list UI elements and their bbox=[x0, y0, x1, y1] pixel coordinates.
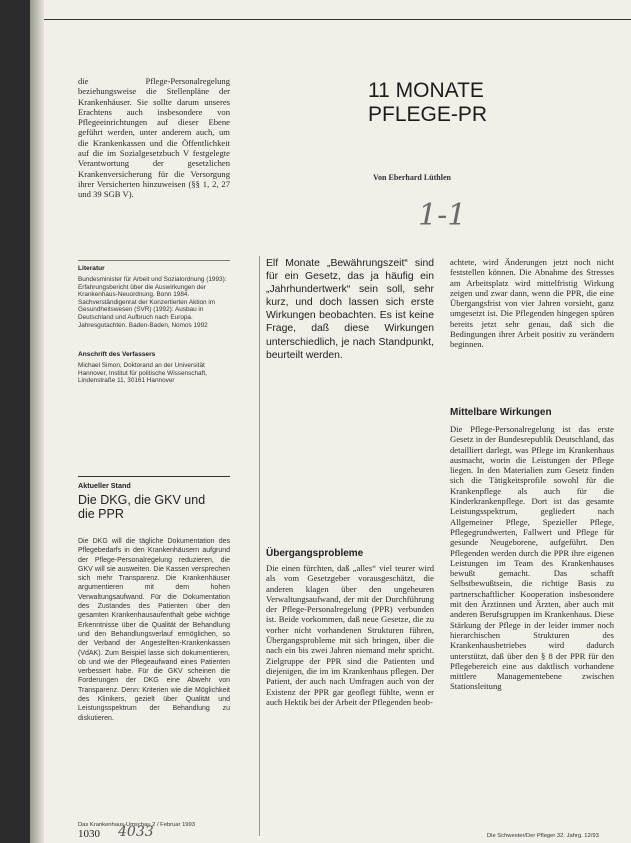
sidebar-kicker: Aktueller Stand bbox=[78, 481, 131, 490]
literatur-text: Bundesminister für Arbeit und Sozialordnung (1993): Erfahrungsbericht über die Auswirkungen der Krankenhaus-Neuordnung. Bonn 1984. Sachverständigenrat der Konzertierten Aktion im Gesundheitswesen (SVR) (1992): Ausbau in Deutschland und Aufbruch nach Europa. Jahresgutachten. Baden-Baden, Nomos 1992 bbox=[78, 276, 227, 329]
sidebar-headline: Die DKG, die GKV und die PPR bbox=[78, 493, 206, 521]
sidebar-top-rule bbox=[78, 476, 230, 477]
uebergang-body: Die einen fürchten, daß „alles“ viel teurer wird als vom Gesetzgeber vorausgeschätzt, die anderen klagen über den ungeheuren Verwaltungsaufwand, der mit der Durchführung der Pflege-Personalregelung (PPR) verbunden ist. Beide vorkommen, daß neue Gesetze, die zu vorher nicht vorhandenen Strukturen führen, Übergangsprobleme mit sich bringen, über die nach ein bis zwei Jahren niemand mehr spricht. Zielgruppe der PPR sind die Patienten und diejenigen, die im im Krankenhaus pflegen. Der Patient, der auch nach Umfragen auch von der Existenz der PPR gar geoflegt fühlte, wenn er auch Hektik bei der Arbeit der Pflegenden beob- bbox=[266, 563, 434, 707]
left-divider-rule bbox=[78, 260, 230, 261]
right-body-text: Die Pflege-Personalregelung ist das erste Gesetz in der Bundesrepublik Deutschland, das detailliert darlegt, was Pflege im Krankenhaus ausmacht, worin die Leistungen der Pflege liegen. In den Materialien zum Gesetz finden sich die Tätigkeitsprofile sowohl für die Krankenpflege als auch für die Kinderkrankenpflege. Dort ist das gesamte Leistungsspektrum, gegliedert nach Allgemeiner Pflege, Spezieller Pflege, Pflegegrundwerten, Fallwert und Pflege für gesunde Neugeborene, aufgeführt. Den Pflegenden werden durch die PPR ihre eigenen Leistungen im Team des Krankenhauses bewußt gemacht. Das schafft Selbstbewußtsein, die richtige Basis zu partnerschaftlicher Kooperation insbesondere mit den Ärztinnen und Ärzten, aber auch mit anderen Berufsgruppen im Krankenhaus. Diese Stärkung der Pflege in der leider immer noch hierarchischen Strukturen des Krankenhausbetriebes wird dadurch unterstützt, daß über den § 8 der PPR für den Pflegebereich eine aus daktlisch vorhandene mittlere Managementebene zwischen Stationsleitung bbox=[450, 424, 614, 692]
anschrift-heading: Anschrift des Verfassers bbox=[78, 351, 156, 358]
anschrift-text: Michael Simon, Doktorand an der Universität Hannover, Institut für politische Wissenschaft, Lindenstraße 11, 30161 Hannover bbox=[78, 362, 207, 385]
article-author: Von Eberhard Lüthlen bbox=[373, 173, 451, 182]
handwritten-annotation: 1-1 bbox=[418, 198, 467, 233]
uebergang-heading: Übergangsprobleme bbox=[266, 548, 364, 559]
column-divider bbox=[259, 256, 260, 836]
right-intro-text: achtete, wird Änderungen jetzt noch nicht feststellen können. Die Abnahme des Stresses am Arbeitsplatz wird mittelfristig Wirkung zeigen und zwar dann, wenn die PPR, die eine Übergangsfrist von vier Jahren vorsieht, ganz umgesetzt ist. Die Pflegenden hingegen spüren bereits jetzt sehr genau, daß sich die Bedingungen ihrer Arbeit positiv zu verändern beginnen. bbox=[450, 257, 614, 350]
handwritten-page-number: 4033 bbox=[118, 824, 154, 840]
top-rule bbox=[44, 19, 631, 20]
sidebar-source: Das Krankenhaus-Umschau 2 / Februar 1993 bbox=[78, 822, 195, 828]
page-number: 1030 bbox=[78, 828, 100, 840]
document-page bbox=[30, 0, 631, 843]
mittelbare-heading: Mittelbare Wirkungen bbox=[450, 407, 552, 418]
article-title-line-1: 11 MONATE bbox=[368, 79, 484, 102]
left-intro-text: die Pflege-Personalregelung beziehungsweise die Stellenpläne der Krankenhäuser. Sie sollte darum unseres Erachtens auch insbesondere von Pflegeeinrichtungen auf dieser Ebene geführt werden, unter anderem auch, um die Krankenkassen und die Öffentlichkeit auf die im Sozialgesetzbuch V festgelegte Verantwortung der gesetzlichen Krankenversicherung für die Versorgung ihrer Versicherten hinzuweisen (§§ 1, 2, 27 und 39 SGB V). bbox=[78, 76, 230, 200]
journal-footer: Die Schwester/Der Pfleger 32. Jahrg. 12/93 bbox=[487, 833, 599, 839]
lead-paragraph: Elf Monate „Bewährungszeit“ sind für ein Gesetz, das ja häufig ein „Jahrhundertwerk“ sein soll, sehr kurz, und doch lassen sich erste Wirkungen beobachten. Es ist keine Frage, daß diese Wirkungen unterschiedlich, je nach Standpunkt, beurteilt werden. bbox=[266, 258, 434, 361]
literatur-heading: Literatur bbox=[78, 265, 105, 272]
sidebar-body: Die DKG will die tägliche Dokumentation des Pflegebedarfs in den Krankenhäusern aufgrund der Pflege-Personalregelung reduzieren, die GKV will sie ausweiten. Die Kassen versprechen sich mehr Transparenz. Die Krankenhäuser argumentieren mit dem hohen Verwaltungsaufwand. Für die Dokumentation des Zustandes des Patienten über den gesamten Krankenhausaufenthalt gebe wichtige Erkenntnisse über die Qualität der Behandlung und den Behandlungsverlauf ermöglichen, so der Verband der Angestellten-Krankenkassen (VdAK). Zum Beispiel lasse sich dokumentieren, ob und wie der Pflegeaufwand eines Patienten verbessert habe. Für die GKV scheinen die Forderungen der DKG eine Abwehr von Transparenz. Denn: Kriterien wie die Möglichkeit des Klinikers, gezielt über Qualität und Leistungsspektrum der Behandlung zu diskutieren. bbox=[78, 538, 230, 722]
article-title-line-2: PFLEGE-PR bbox=[368, 103, 488, 126]
